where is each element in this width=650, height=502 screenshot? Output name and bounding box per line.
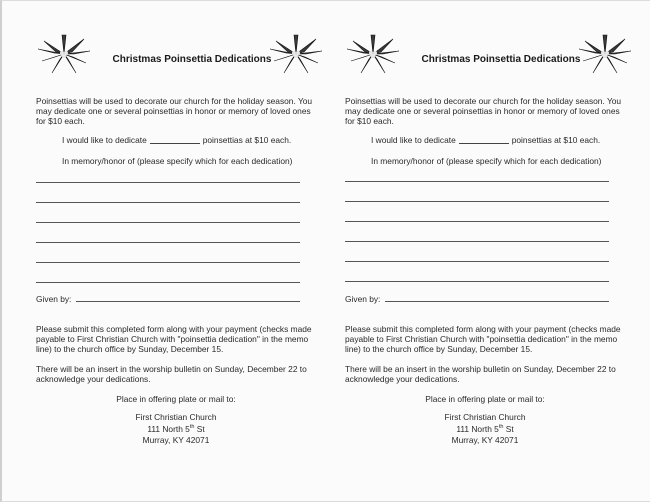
mail-instructions: Place in offering plate or mail to: — [425, 394, 545, 404]
dedicate-line — [371, 135, 631, 145]
given-by-line[interactable] — [76, 301, 300, 302]
dedication-flyer-left — [34, 1, 344, 501]
submit-instructions: Please submit this completed form along with your payment (checks made payable to First Christian Church with "poinsettia dedication" in the memo line) to the church office by Sunday, December 15. — [36, 324, 312, 355]
mailing-address — [345, 412, 625, 445]
poinsettia-icon — [577, 31, 633, 77]
dedication-flyer-right — [343, 1, 650, 501]
dedication-line[interactable] — [36, 222, 300, 223]
given-by-line[interactable] — [385, 301, 609, 302]
address-name: First Christian Church — [444, 412, 526, 422]
address-city: Murray, KY 42071 — [451, 434, 519, 445]
dedicate-line — [62, 135, 322, 145]
poinsettia-icon — [345, 31, 401, 77]
insert-notice: There will be an insert in the worship bulletin on Sunday, December 22 to acknowledge your dedications. — [345, 364, 616, 385]
address-city: Murray, KY 42071 — [142, 434, 210, 445]
intro-text: Poinsettias will be used to decorate our church for the holiday season. You may dedicate one or several poinsettias in honor or memory of loved ones for $10 each. — [345, 96, 622, 127]
insert-notice: There will be an insert in the worship bulletin on Sunday, December 22 to acknowledge your dedications. — [36, 364, 307, 385]
dedication-line[interactable] — [345, 281, 609, 282]
address-name: First Christian Church — [135, 412, 217, 422]
quantity-blank[interactable] — [150, 143, 200, 144]
memory-label: In memory/honor of (please specify which for each dedication) — [371, 156, 602, 166]
given-by-label: Given by: — [36, 294, 72, 304]
dedication-line[interactable] — [36, 202, 300, 203]
dedicate-prefix: I would like to dedicate — [371, 135, 456, 145]
dedication-line[interactable] — [345, 181, 609, 182]
address-street: 111 North 5th St — [147, 424, 205, 435]
dedication-line[interactable] — [345, 221, 609, 222]
dedication-line[interactable] — [345, 241, 609, 242]
dedication-line[interactable] — [36, 282, 300, 283]
submit-instructions: Please submit this completed form along with your payment (checks made payable to First Christian Church with "poinsettia dedication" in the memo line) to the church office by Sunday, December 15. — [345, 324, 621, 355]
dedication-line[interactable] — [36, 182, 300, 183]
dedicate-suffix: poinsettias at $10 each. — [202, 135, 292, 145]
mail-instructions: Place in offering plate or mail to: — [116, 394, 236, 404]
dedicate-prefix: I would like to dedicate — [62, 135, 147, 145]
address-street: 111 North 5th St — [456, 424, 514, 435]
dedicate-suffix: poinsettias at $10 each. — [511, 135, 601, 145]
mailing-address — [36, 412, 316, 445]
dedication-line[interactable] — [36, 242, 300, 243]
dedication-line[interactable] — [345, 201, 609, 202]
given-by-label: Given by: — [345, 294, 381, 304]
poinsettia-icon — [268, 31, 324, 77]
flyer-title: Christmas Poinsettia Dedications — [112, 54, 272, 65]
poinsettia-icon — [36, 31, 92, 77]
dedication-line[interactable] — [345, 261, 609, 262]
flyer-title: Christmas Poinsettia Dedications — [421, 54, 581, 65]
dedication-line[interactable] — [36, 262, 300, 263]
quantity-blank[interactable] — [459, 143, 509, 144]
intro-text: Poinsettias will be used to decorate our church for the holiday season. You may dedicate one or several poinsettias in honor or memory of loved ones for $10 each. — [36, 96, 313, 127]
memory-label: In memory/honor of (please specify which for each dedication) — [62, 156, 293, 166]
